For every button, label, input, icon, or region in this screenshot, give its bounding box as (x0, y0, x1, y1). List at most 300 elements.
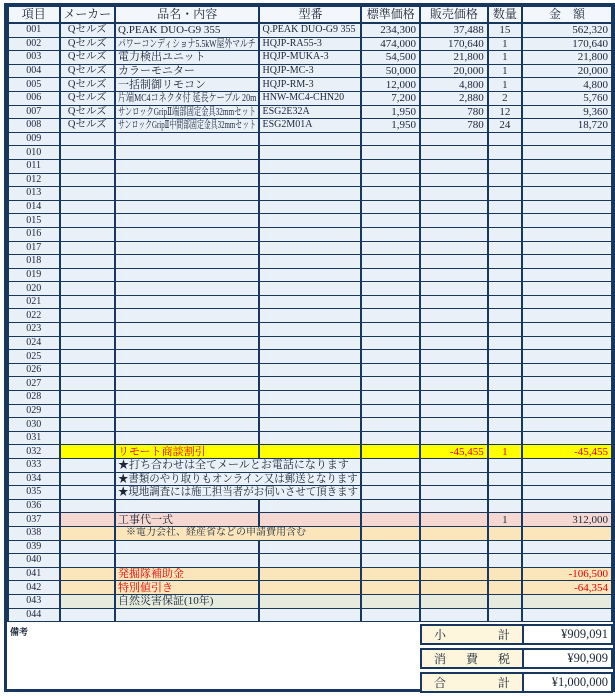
item-no-cell: 016 (8, 227, 60, 241)
maker-cell (60, 187, 116, 201)
item-no-cell: 012 (8, 173, 60, 187)
table-row (8, 363, 612, 377)
product-name-cell (115, 513, 259, 527)
product-name-cell (115, 472, 361, 486)
table-row (8, 132, 612, 146)
table-row (8, 581, 612, 595)
product-name-cell (115, 540, 259, 554)
table-row (8, 608, 612, 622)
sales-price-cell (420, 146, 488, 160)
amount-cell: 21,800 (522, 51, 612, 65)
model-cell (259, 187, 361, 201)
amount-cell (522, 499, 612, 513)
table-row (8, 146, 612, 160)
sales-price-cell: 170,640 (420, 37, 488, 51)
maker-cell: Qセルズ (60, 64, 116, 78)
product-name-cell (115, 146, 259, 160)
amount-cell (522, 554, 612, 568)
product-name-text: 片端MC4コネクタ付 延長ケーブル 20m (118, 92, 257, 105)
maker-cell: Qセルズ (60, 23, 116, 37)
standard-price-cell (361, 350, 420, 364)
standard-price-cell (361, 567, 420, 581)
standard-price-cell (361, 526, 420, 540)
sales-price-cell (420, 323, 488, 337)
amount-cell (522, 282, 612, 296)
sales-price-cell (420, 295, 488, 309)
amount-cell: 5,760 (522, 91, 612, 105)
sales-price-cell (420, 459, 488, 473)
quantity-cell (488, 132, 522, 146)
standard-price-cell: 1,950 (361, 105, 420, 119)
product-name-cell (115, 187, 259, 201)
quantity-cell (488, 594, 522, 608)
maker-cell: Qセルズ (60, 91, 116, 105)
maker-cell (60, 513, 116, 527)
product-name-cell (115, 78, 259, 92)
quantity-cell (488, 581, 522, 595)
maker-cell (60, 200, 116, 214)
product-name-text: 一括制御リモコン (118, 78, 207, 91)
item-no-cell: 001 (8, 23, 60, 37)
table-row (8, 187, 612, 201)
product-name-cell (115, 91, 259, 105)
product-name-cell (115, 526, 361, 540)
maker-cell (60, 445, 116, 459)
maker-cell (60, 472, 116, 486)
header-maker: メーカー (60, 7, 116, 24)
table-row (8, 23, 612, 37)
maker-cell (60, 581, 116, 595)
maker-cell (60, 173, 116, 187)
sales-price-cell (420, 309, 488, 323)
sales-price-cell (420, 377, 488, 391)
table-row (8, 513, 612, 527)
standard-price-cell (361, 323, 420, 337)
quantity-cell: 2 (488, 91, 522, 105)
table-row (8, 227, 612, 241)
amount-cell: 4,800 (522, 78, 612, 92)
table-row (8, 526, 612, 540)
product-name-cell (115, 608, 259, 622)
amount-cell (522, 323, 612, 337)
maker-cell (60, 227, 116, 241)
standard-price-cell (361, 255, 420, 269)
amount-cell (522, 214, 612, 228)
model-cell (259, 377, 361, 391)
item-no-cell: 038 (8, 526, 60, 540)
product-name-text: 電力検出ユニット (118, 51, 206, 64)
product-name-cell (115, 105, 259, 119)
item-no-cell: 040 (8, 554, 60, 568)
quantity-cell (488, 499, 522, 513)
quantity-cell: 24 (488, 119, 522, 133)
table-row (8, 78, 612, 92)
standard-price-cell (361, 581, 420, 595)
sales-price-cell (420, 472, 488, 486)
product-name-text: リモート商談割引 (118, 445, 206, 458)
tax-label-char: 税 (497, 652, 510, 667)
standard-price-cell (361, 363, 420, 377)
sales-price-cell (420, 187, 488, 201)
table-row (8, 255, 612, 269)
item-no-cell: 033 (8, 459, 60, 473)
table-row (8, 64, 612, 78)
standard-price-cell (361, 513, 420, 527)
item-no-cell: 031 (8, 431, 60, 445)
quantity-cell (488, 159, 522, 173)
maker-cell: Qセルズ (60, 51, 116, 65)
product-name-text: サンロックGripⅡ中間部固定金具32mmセット (118, 119, 257, 132)
product-name-cell (115, 200, 259, 214)
amount-cell (522, 363, 612, 377)
product-name-cell (115, 377, 259, 391)
sales-price-cell: 21,800 (420, 51, 488, 65)
model-cell: Q.PEAK DUO-G9 355 (259, 23, 361, 37)
sales-price-cell (420, 594, 488, 608)
model-cell (259, 445, 361, 459)
model-cell: HNW-MC4-CHN20 (259, 91, 361, 105)
standard-price-cell: 234,300 (361, 23, 420, 37)
header-product-name: 品名・内容 (115, 7, 259, 24)
maker-cell (60, 554, 116, 568)
item-no-cell: 030 (8, 418, 60, 432)
maker-cell (60, 391, 116, 405)
item-no-cell: 010 (8, 146, 60, 160)
maker-cell (60, 309, 116, 323)
quantity-cell: 15 (488, 23, 522, 37)
table-row (8, 540, 612, 554)
quantity-cell: 1 (488, 445, 522, 459)
quantity-cell (488, 459, 522, 473)
model-cell: HQJP-RM-3 (259, 78, 361, 92)
model-cell (259, 350, 361, 364)
product-name-text: ※電力会社、経産省などの申請費用含む (126, 527, 307, 539)
table-row (8, 459, 612, 473)
standard-price-cell (361, 200, 420, 214)
product-name-cell (115, 173, 259, 187)
item-no-cell: 002 (8, 37, 60, 51)
sales-price-cell (420, 431, 488, 445)
standard-price-cell: 54,500 (361, 51, 420, 65)
model-cell (259, 499, 361, 513)
quantity-cell (488, 214, 522, 228)
quantity-cell (488, 309, 522, 323)
model-cell (259, 581, 361, 595)
sales-price-cell (420, 350, 488, 364)
standard-price-cell (361, 540, 420, 554)
model-cell: ESG2E32A (259, 105, 361, 119)
product-name-cell (115, 37, 259, 51)
amount-cell (522, 268, 612, 282)
maker-cell (60, 363, 116, 377)
table-row (8, 418, 612, 432)
quantity-cell (488, 404, 522, 418)
maker-cell (60, 241, 116, 255)
sales-price-cell (420, 227, 488, 241)
table-row (8, 241, 612, 255)
grand-total-label-char: 合 (434, 676, 447, 691)
product-name-text: 発掘隊補助金 (118, 568, 185, 581)
quantity-cell (488, 567, 522, 581)
quantity-cell (488, 363, 522, 377)
item-no-cell: 004 (8, 64, 60, 78)
maker-cell (60, 431, 116, 445)
table-row (8, 105, 612, 119)
sales-price-cell (420, 173, 488, 187)
sales-price-cell: 2,880 (420, 91, 488, 105)
product-name-cell (115, 268, 259, 282)
maker-cell (60, 459, 116, 473)
table-row (8, 445, 612, 459)
standard-price-cell: 50,000 (361, 64, 420, 78)
footer-section (7, 622, 613, 689)
tax-box (420, 648, 613, 669)
standard-price-cell: 7,200 (361, 91, 420, 105)
item-no-cell: 043 (8, 594, 60, 608)
amount-cell (522, 404, 612, 418)
model-cell (259, 159, 361, 173)
table-row (8, 37, 612, 51)
standard-price-cell (361, 214, 420, 228)
model-cell (259, 513, 361, 527)
maker-cell: Qセルズ (60, 119, 116, 133)
standard-price-cell (361, 472, 420, 486)
product-name-cell (115, 391, 259, 405)
standard-price-cell (361, 173, 420, 187)
tax-label (422, 650, 524, 667)
sales-price-cell (420, 581, 488, 595)
model-cell (259, 255, 361, 269)
product-name-text: パワーコンディショナ5.5kW屋外マルチ (118, 37, 256, 50)
table-row (8, 323, 612, 337)
sales-price-cell: 4,800 (420, 78, 488, 92)
table-row (8, 173, 612, 187)
maker-cell (60, 567, 116, 581)
quantity-cell (488, 187, 522, 201)
table-row (8, 268, 612, 282)
model-cell (259, 391, 361, 405)
standard-price-cell (361, 282, 420, 296)
header-standard-price: 標準価格 (361, 7, 420, 24)
item-no-cell: 034 (8, 472, 60, 486)
table-row (8, 336, 612, 350)
product-name-text: ★打ち合わせは全てメールとお電話になります (118, 459, 349, 472)
quantity-cell (488, 377, 522, 391)
amount-cell (522, 540, 612, 554)
maker-cell (60, 255, 116, 269)
standard-price-cell (361, 187, 420, 201)
quantity-cell: 1 (488, 51, 522, 65)
product-name-cell (115, 554, 259, 568)
product-name-cell (115, 431, 259, 445)
product-name-cell (115, 323, 259, 337)
header-sales-price: 販売価格 (420, 7, 488, 24)
amount-cell: 9,360 (522, 105, 612, 119)
amount-cell (522, 159, 612, 173)
standard-price-cell (361, 445, 420, 459)
model-cell: HQJP-MC-3 (259, 64, 361, 78)
grand-total-box (420, 672, 613, 693)
maker-cell (60, 608, 116, 622)
standard-price-cell (361, 295, 420, 309)
item-no-cell: 006 (8, 91, 60, 105)
product-name-cell (115, 159, 259, 173)
item-no-cell: 025 (8, 350, 60, 364)
sales-price-cell (420, 418, 488, 432)
amount-cell (522, 227, 612, 241)
grand-total-label (422, 674, 524, 691)
item-no-cell: 011 (8, 159, 60, 173)
maker-cell (60, 295, 116, 309)
item-no-cell: 024 (8, 336, 60, 350)
product-name-cell (115, 119, 259, 133)
model-cell (259, 608, 361, 622)
amount-cell (522, 594, 612, 608)
amount-cell (522, 336, 612, 350)
item-no-cell: 026 (8, 363, 60, 377)
table-row (8, 486, 612, 500)
maker-cell (60, 323, 116, 337)
item-no-cell: 041 (8, 567, 60, 581)
amount-cell (522, 608, 612, 622)
maker-cell (60, 377, 116, 391)
sales-price-cell: 780 (420, 119, 488, 133)
item-no-cell: 044 (8, 608, 60, 622)
model-cell (259, 323, 361, 337)
amount-cell: 18,720 (522, 119, 612, 133)
quantity-cell: 1 (488, 37, 522, 51)
quantity-cell (488, 255, 522, 269)
item-no-cell: 042 (8, 581, 60, 595)
sales-price-cell (420, 567, 488, 581)
amount-cell (522, 309, 612, 323)
quantity-cell (488, 391, 522, 405)
amount-cell (522, 431, 612, 445)
amount-cell (522, 391, 612, 405)
quantity-cell (488, 418, 522, 432)
table-row (8, 309, 612, 323)
product-name-text: 自然災害保証(10年) (118, 595, 214, 608)
table-body (8, 23, 612, 622)
subtotal-label-char: 計 (497, 628, 510, 643)
table-row (8, 214, 612, 228)
maker-cell (60, 499, 116, 513)
item-no-cell: 032 (8, 445, 60, 459)
standard-price-cell (361, 336, 420, 350)
product-name-cell (115, 132, 259, 146)
model-cell (259, 214, 361, 228)
grand-total-label-char: 計 (497, 676, 510, 691)
product-name-cell (115, 581, 259, 595)
sales-price-cell (420, 526, 488, 540)
quantity-cell (488, 540, 522, 554)
standard-price-cell: 1,950 (361, 119, 420, 133)
sales-price-cell (420, 513, 488, 527)
quantity-cell (488, 200, 522, 214)
table-row (8, 295, 612, 309)
header-quantity: 数量 (488, 7, 522, 24)
amount-cell (522, 418, 612, 432)
item-no-cell: 019 (8, 268, 60, 282)
maker-cell (60, 336, 116, 350)
amount-cell: -64,354 (522, 581, 612, 595)
maker-cell (60, 268, 116, 282)
item-no-cell: 018 (8, 255, 60, 269)
item-no-cell: 009 (8, 132, 60, 146)
item-no-cell: 007 (8, 105, 60, 119)
product-name-cell (115, 499, 259, 513)
product-name-cell (115, 51, 259, 65)
quantity-cell: 1 (488, 64, 522, 78)
quantity-cell (488, 173, 522, 187)
model-cell (259, 132, 361, 146)
product-name-cell (115, 295, 259, 309)
standard-price-cell (361, 391, 420, 405)
table-row (8, 159, 612, 173)
sales-price-cell (420, 404, 488, 418)
model-cell (259, 418, 361, 432)
sales-price-cell (420, 214, 488, 228)
table-row (8, 350, 612, 364)
item-no-cell: 037 (8, 513, 60, 527)
amount-cell (522, 187, 612, 201)
sales-price-cell: 780 (420, 105, 488, 119)
model-cell (259, 554, 361, 568)
model-cell (259, 309, 361, 323)
sales-price-cell (420, 132, 488, 146)
standard-price-cell: 12,000 (361, 78, 420, 92)
amount-cell (522, 459, 612, 473)
standard-price-cell (361, 431, 420, 445)
maker-cell (60, 350, 116, 364)
product-name-text: サンロックGripⅡ端部固定金具32mmセット (118, 105, 257, 118)
maker-cell (60, 159, 116, 173)
quantity-cell (488, 146, 522, 160)
model-cell (259, 268, 361, 282)
amount-cell (522, 146, 612, 160)
item-no-cell: 005 (8, 78, 60, 92)
quantity-cell (488, 526, 522, 540)
product-name-cell (115, 363, 259, 377)
item-no-cell: 014 (8, 200, 60, 214)
product-name-cell (115, 594, 259, 608)
item-no-cell: 022 (8, 309, 60, 323)
amount-cell: 170,640 (522, 37, 612, 51)
model-cell (259, 594, 361, 608)
standard-price-cell (361, 132, 420, 146)
sales-price-cell: 37,488 (420, 23, 488, 37)
amount-cell (522, 472, 612, 486)
standard-price-cell (361, 227, 420, 241)
amount-cell: -45,455 (522, 445, 612, 459)
table-row (8, 91, 612, 105)
sales-price-cell (420, 159, 488, 173)
standard-price-cell (361, 459, 420, 473)
product-name-cell (115, 567, 259, 581)
standard-price-cell (361, 377, 420, 391)
tax-value: ¥90,909 (524, 650, 611, 667)
table-row (8, 119, 612, 133)
header-model: 型番 (259, 7, 361, 24)
maker-cell (60, 282, 116, 296)
model-cell (259, 173, 361, 187)
sales-price-cell (420, 200, 488, 214)
product-name-cell (115, 241, 259, 255)
sales-price-cell (420, 336, 488, 350)
totals-block (420, 624, 613, 693)
product-name-cell (115, 23, 259, 37)
quantity-cell (488, 282, 522, 296)
